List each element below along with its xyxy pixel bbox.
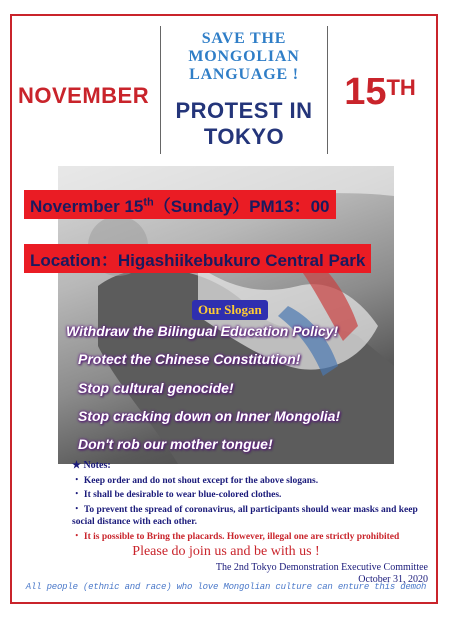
save-line-2: MONGOLIAN <box>188 48 300 65</box>
protest-headline <box>161 98 327 150</box>
header-center-box <box>160 26 328 154</box>
footer-line: All people (ethnic and race) who love Mongolian culture can enture this demoh <box>25 582 427 592</box>
slogan-item: Protect the Chinese Constitution! <box>78 351 301 367</box>
note-text: ・ Keep order and do not shout except for the above slogans. <box>72 475 319 486</box>
slogan-title: Our Slogan <box>192 300 268 320</box>
notes-section <box>72 460 422 545</box>
committee-name: The 2nd Tokyo Demonstration Executive Committee <box>215 562 428 573</box>
note-item <box>72 504 422 529</box>
save-headline <box>161 30 327 84</box>
day-suffix: TH <box>386 75 416 100</box>
note-text: ・ It shall be desirable to wear blue-colored clothes. <box>72 490 282 500</box>
header-month: NOVEMBER <box>18 83 150 108</box>
slogan-item: Withdraw the Bilingual Education Policy! <box>66 323 339 339</box>
protest-line-2: TOKYO <box>203 124 285 149</box>
join-call: Please do join us and be with us ! <box>132 544 320 559</box>
note-item <box>72 531 422 544</box>
notes-title: ★ Notes: <box>72 460 111 471</box>
date-sup: th <box>143 196 154 209</box>
slogan-item: Stop cultural genocide! <box>78 380 234 396</box>
save-line-1: SAVE THE <box>201 30 287 47</box>
note-text: ・ To prevent the spread of coronavirus, all participants should wear masks and keep social distance with each other. <box>72 504 418 527</box>
protest-line-1: PROTEST IN <box>175 98 313 123</box>
note-item <box>72 475 422 488</box>
slogan-item: Don't rob our mother tongue! <box>78 436 273 452</box>
note-item <box>72 489 422 502</box>
note-text: ・ It is possible to Bring the placards. However, illegal one are strictly prohibited <box>72 531 400 542</box>
slogan-item: Stop cracking down on Inner Mongolia! <box>78 408 341 424</box>
date-banner <box>24 190 336 219</box>
day-number: 15 <box>344 71 387 113</box>
save-line-3: LANGUAGE ! <box>189 66 299 83</box>
committee-date: October 31, 2020 <box>358 574 428 585</box>
header-day <box>330 72 430 112</box>
date-rest: （Sunday）PM13：00 <box>153 197 330 216</box>
location-banner: Location：Higashiikebukuro Central Park <box>24 244 371 273</box>
date-prefix: Novermber 15 <box>30 197 144 216</box>
